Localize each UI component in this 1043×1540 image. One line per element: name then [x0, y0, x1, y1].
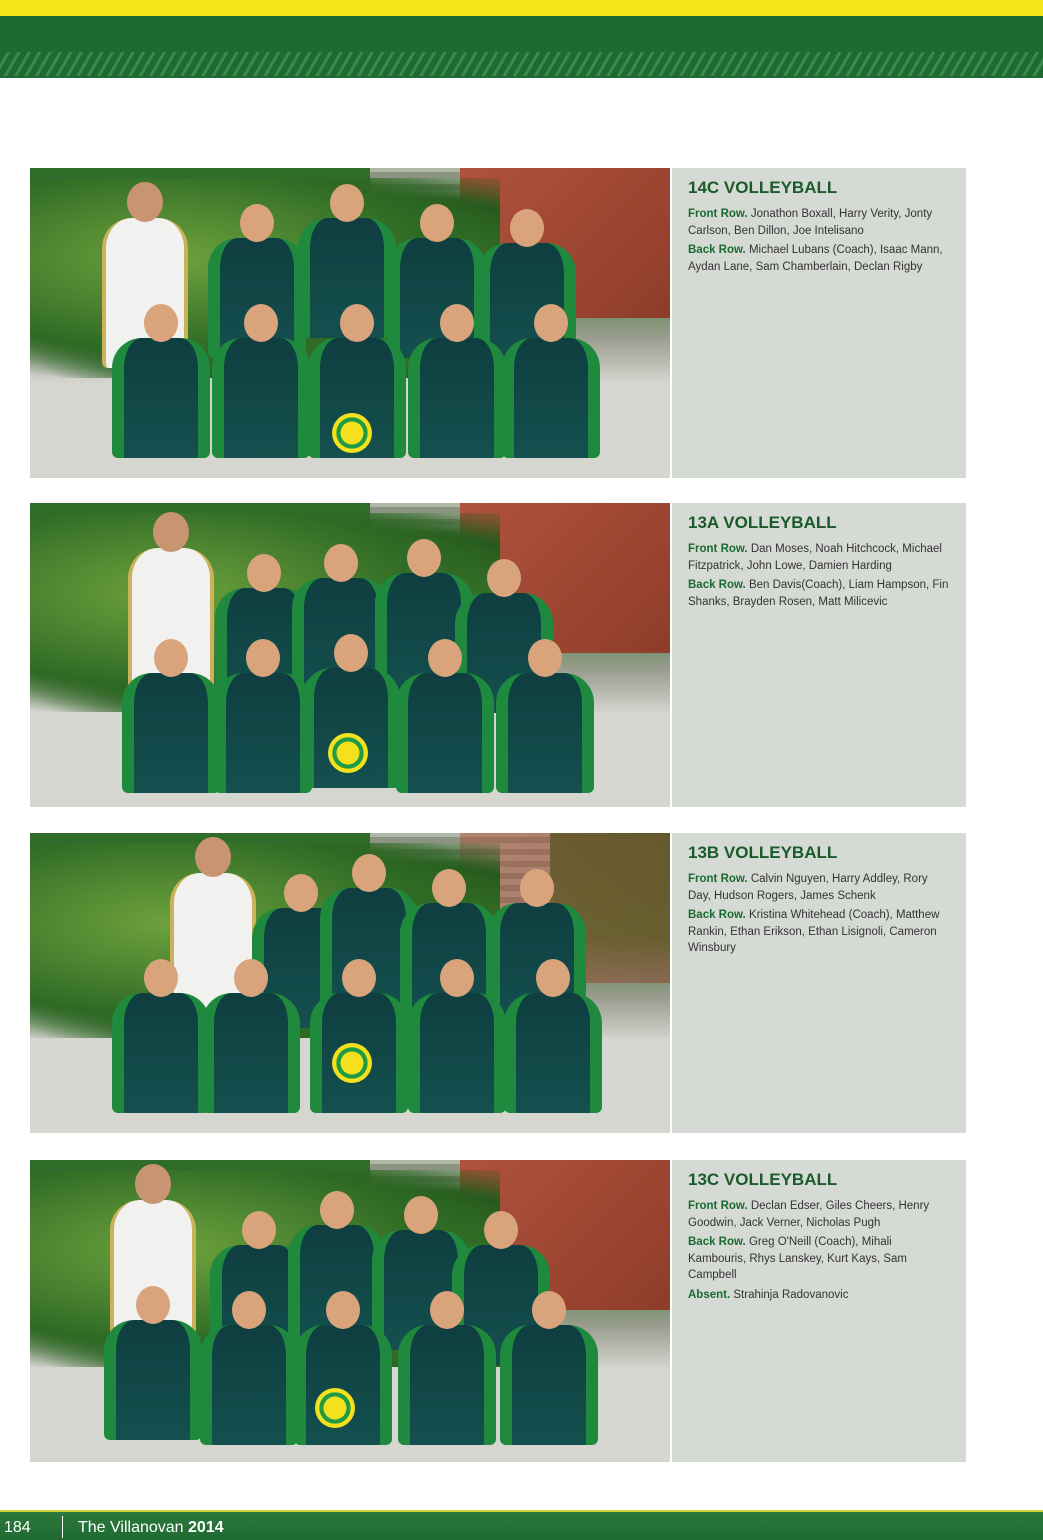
player-figure — [504, 993, 602, 1113]
team-caption — [672, 833, 966, 1133]
team-caption — [672, 1160, 966, 1462]
player-figure — [502, 338, 600, 458]
team-title: 13B VOLLEYBALL — [688, 843, 838, 862]
footer — [0, 1510, 1043, 1540]
team-title: 13C VOLLEYBALL — [688, 1170, 838, 1189]
volleyball — [332, 1043, 372, 1083]
player-figure — [112, 993, 210, 1113]
team-title: 14C VOLLEYBALL — [688, 178, 838, 197]
player-figure — [496, 673, 594, 793]
team-caption — [672, 503, 966, 807]
publication-year: 2014 — [188, 1519, 224, 1536]
player-figure — [500, 1325, 598, 1445]
footer-band — [0, 1510, 1043, 1540]
player-figure — [398, 1325, 496, 1445]
player-figure — [408, 993, 506, 1113]
back-row-names: Back Row. Ben Davis(Coach), Liam Hampson, Fin Shanks, Brayden Rosen, Matt Milicevic — [688, 579, 949, 608]
volleyball — [332, 413, 372, 453]
back-row-names: Back Row. Greg O'Neill (Coach), Mihali Kambouris, Rhys Lanskey, Kurt Kays, Sam Campbell — [688, 1236, 908, 1281]
player-figure — [396, 673, 494, 793]
team-photo — [30, 1160, 670, 1462]
player-figure — [214, 673, 312, 793]
player-figure — [104, 1320, 202, 1440]
player-figure — [408, 338, 506, 458]
team-title: 13A VOLLEYBALL — [688, 513, 837, 532]
front-row-names: Front Row. Dan Moses, Noah Hitchcock, Michael Fitzpatrick, John Lowe, Damien Harding — [688, 543, 942, 572]
player-figure — [202, 993, 300, 1113]
front-row-names: Front Row. Declan Edser, Giles Cheers, Henry Goodwin, Jack Verner, Nicholas Pugh — [688, 1200, 930, 1229]
team-photo — [30, 168, 670, 478]
back-row-names: Back Row. Michael Lubans (Coach), Isaac Mann, Aydan Lane, Sam Chamberlain, Declan Rigby — [688, 244, 943, 273]
absent-names: Absent. Strahinja Radovanovic — [688, 1288, 849, 1301]
player-figure — [122, 673, 220, 793]
player-figure — [212, 338, 310, 458]
volleyball — [328, 733, 368, 773]
team-photo — [30, 833, 670, 1133]
team-section-13a — [30, 503, 966, 807]
front-row-names: Front Row. Calvin Nguyen, Harry Addley, Rory Day, Hudson Rogers, James Schenk — [688, 873, 928, 902]
team-section-13c — [30, 1160, 966, 1462]
team-section-14c — [30, 168, 966, 478]
player-figure — [112, 338, 210, 458]
front-row-names: Front Row. Jonathon Boxall, Harry Verity, Jonty Carlson, Ben Dillon, Joe Intelisano — [688, 208, 933, 237]
page-number: 184 — [4, 1519, 31, 1536]
team-section-13b — [30, 833, 966, 1133]
team-photo — [30, 503, 670, 807]
volleyball — [315, 1388, 355, 1428]
header-stripe-pattern — [0, 52, 1043, 76]
team-caption — [672, 168, 966, 478]
player-figure — [294, 1325, 392, 1445]
header-yellow-band — [0, 0, 1043, 16]
player-figure — [200, 1325, 298, 1445]
back-row-names: Back Row. Kristina Whitehead (Coach), Matthew Rankin, Ethan Erikson, Ethan Lisignoli, Cameron Winsbury — [688, 909, 940, 954]
publication-title: The Villanovan 2014 — [78, 1519, 224, 1536]
footer-divider — [62, 1516, 63, 1538]
